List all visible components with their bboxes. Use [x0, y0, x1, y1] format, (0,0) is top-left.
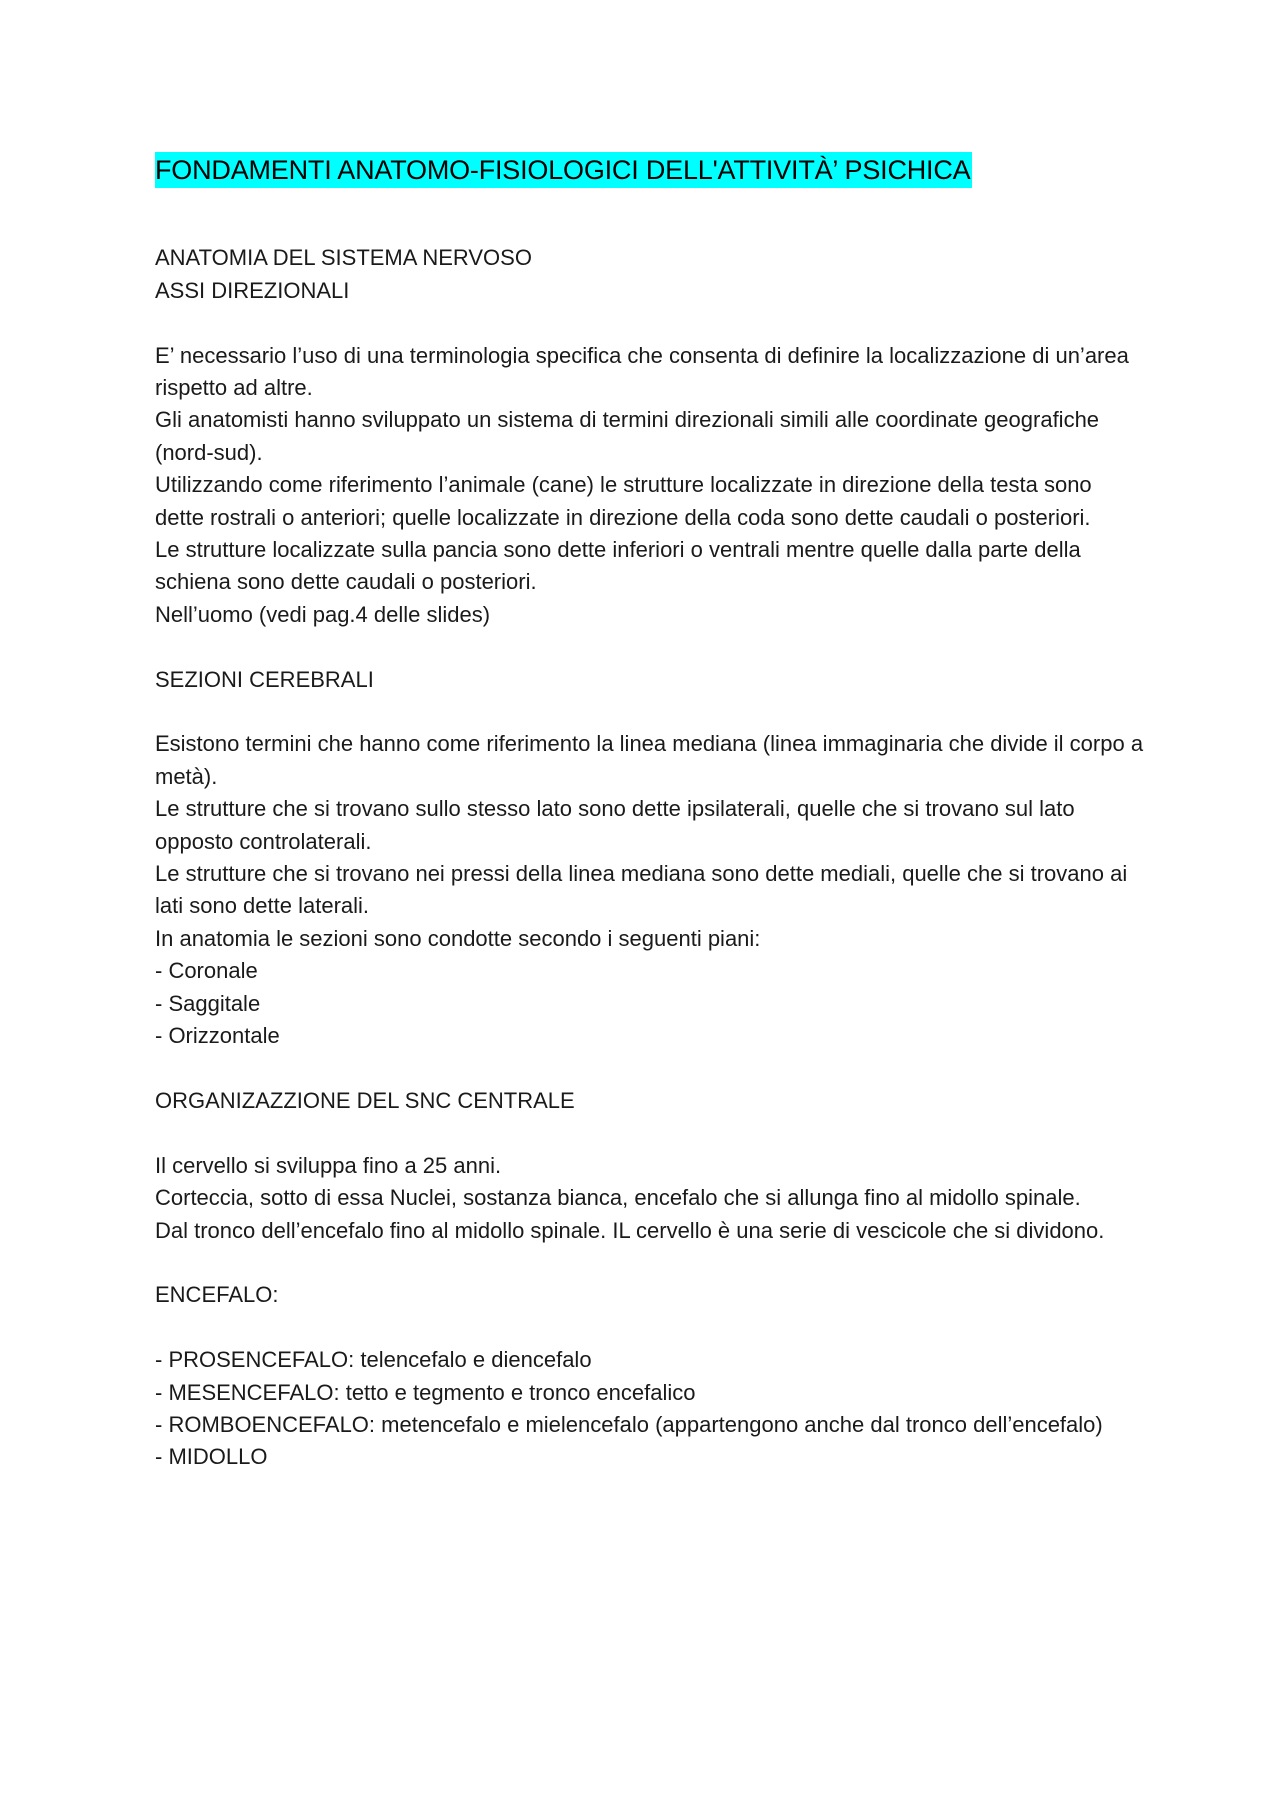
list-item: - ROMBOENCEFALO: metencefalo e mielencefalo (appartengono anche dal tronco dell’encefalo) — [155, 1411, 1103, 1437]
spacer — [155, 1117, 1145, 1149]
spacer — [155, 1053, 1145, 1085]
spacer — [155, 631, 1145, 663]
paragraph: Nell’uomo (vedi pag.4 delle slides) — [155, 601, 491, 627]
paragraph: E’ necessario l’uso di una terminologia specifica che consenta di definire la localizzazione di un’area rispetto ad altre. — [155, 342, 1129, 401]
paragraph: Le strutture localizzate sulla pancia sono dette inferiori o ventrali mentre quelle dalla parte della schiena sono dette caudali o posteriori. — [155, 537, 1081, 595]
spacer — [155, 696, 1145, 728]
document-title: FONDAMENTI ANATOMO-FISIOLOGICI DELL'ATTIVITÀ’ PSICHICA — [155, 152, 972, 188]
paragraph: Corteccia, sotto di essa Nuclei, sostanza bianca, encefalo che si allunga fino al midollo spinale. — [155, 1185, 1081, 1211]
paragraph: Dal tronco dell’encefalo fino al midollo spinale. IL cervello è una serie di vescicole che si dividono. — [155, 1217, 1105, 1243]
paragraph: Esistono termini che hanno come riferimento la linea mediana (linea immaginaria che divide il corpo a metà). — [155, 731, 1144, 789]
section-heading-sezioni: SEZIONI CEREBRALI — [155, 666, 374, 692]
spacer — [155, 1247, 1145, 1279]
section-heading-anatomia: ANATOMIA DEL SISTEMA NERVOSO — [155, 245, 532, 271]
list-item: - Saggitale — [155, 990, 261, 1016]
paragraph: Gli anatomisti hanno sviluppato un sistema di termini direzionali simili alle coordinate geografiche (nord-sud). — [155, 407, 1100, 465]
section-heading-encefalo: ENCEFALO: — [155, 1282, 279, 1308]
paragraph: Le strutture che si trovano sullo stesso lato sono dette ipsilaterali, quelle che si trovano sul lato opposto controlaterali. — [155, 796, 1075, 854]
list-item: - MIDOLLO — [155, 1444, 268, 1470]
section-heading-assi: ASSI DIREZIONALI — [155, 277, 350, 303]
spacer — [155, 188, 1145, 242]
paragraph: Le strutture che si trovano nei pressi della linea mediana sono dette mediali, quelle che si trovano ai lati sono dette laterali. — [155, 861, 1128, 919]
paragraph: In anatomia le sezioni sono condotte secondo i seguenti piani: — [155, 925, 761, 951]
section-heading-organizzazione: ORGANIZAZZIONE DEL SNC CENTRALE — [155, 1087, 575, 1113]
document-page — [155, 152, 1145, 1474]
list-item: - Coronale — [155, 958, 258, 984]
list-item: - PROSENCEFALO: telencefalo e diencefalo — [155, 1347, 592, 1373]
paragraph: Utilizzando come riferimento l’animale (cane) le strutture localizzate in direzione della testa sono dette rostrali o anteriori; quelle localizzate in direzione della coda sono dette caudali o posteriori. — [155, 472, 1092, 530]
paragraph: Il cervello si sviluppa fino a 25 anni. — [155, 1152, 502, 1178]
list-item: - Orizzontale — [155, 1023, 280, 1049]
spacer — [155, 1312, 1145, 1344]
list-item: - MESENCEFALO: tetto e tegmento e tronco encefalico — [155, 1379, 696, 1405]
spacer — [155, 307, 1145, 339]
